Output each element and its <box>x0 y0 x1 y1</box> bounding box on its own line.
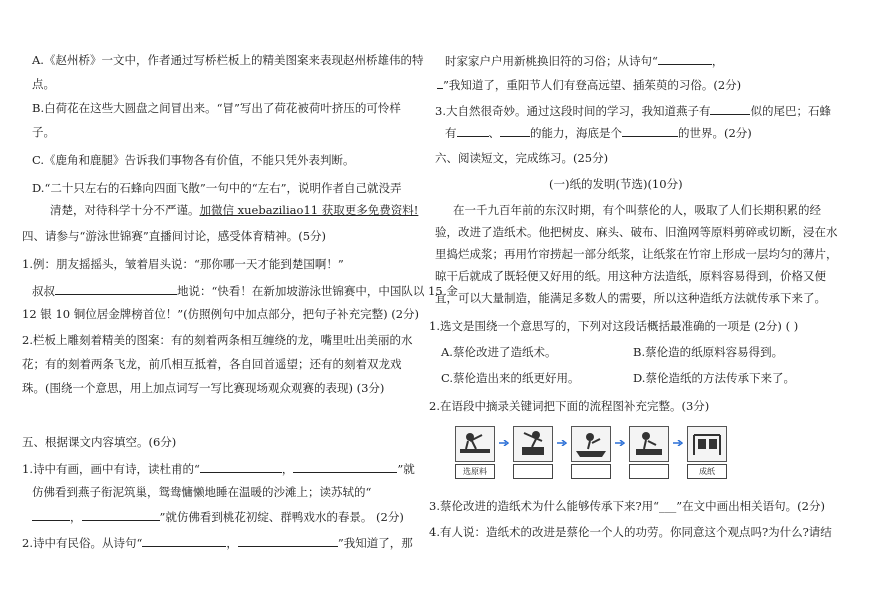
q5-1-line3-tail: ”就仿佛看到桃花初绽、群鸭戏水的春景。 (2分) <box>159 510 404 524</box>
q4: 4.有人说：造纸术的改进是蔡伦一个人的功劳。你同意这个观点吗?为什么?请结 <box>429 525 832 539</box>
option-d-line2 <box>50 202 418 218</box>
r-q3-blank-1[interactable] <box>710 102 750 115</box>
comma: ， <box>711 54 724 68</box>
wechat-promo: 加微信 xuebaziliao11 获取更多免费资料! <box>199 203 419 217</box>
q1-option-b[interactable]: B.蔡伦造的纸原料容易得到。 <box>633 345 784 359</box>
q5-2-tail: ”我知道了，那 <box>337 536 413 550</box>
option-a-line1: A.《赵州桥》一文中，作者通过写桥栏板上的精美图案来表现赵州桥雄伟的特 <box>32 53 424 67</box>
option-b-line2: 子。 <box>32 125 55 139</box>
comma: ， <box>281 462 294 476</box>
q1-option-c[interactable]: C.蔡伦造出来的纸更好用。 <box>441 371 580 385</box>
r-q3-blank-2[interactable] <box>457 124 489 137</box>
r-q3-blank-4[interactable] <box>622 124 678 137</box>
passage-title: (一)纸的发明(节选)(10分) <box>549 177 683 191</box>
flow-blank-1[interactable] <box>513 464 553 479</box>
q5-1-tail: ”就 <box>397 462 415 476</box>
comma: ， <box>70 510 82 524</box>
q4-1-lead: 叔叔 <box>32 284 55 298</box>
q1: 1.选文是围绕一个意思写的，下列对这段话概括最准确的一项是 (2分) ( ) <box>429 319 799 333</box>
r-q3-lead: 3.大自然很奇妙。通过这段时间的学习，我知道燕子有 <box>435 104 711 118</box>
q4-1-line2 <box>32 282 458 299</box>
section-6-title: 六、阅读短文，完成练习。(25分) <box>435 151 609 165</box>
q5-1-blank-2[interactable] <box>293 460 397 473</box>
r-q3-blank-3[interactable] <box>500 124 530 137</box>
r-q3-line1 <box>435 102 831 119</box>
r-q3-end: 的世界。(2分) <box>678 126 752 140</box>
passage-line2: 验，改进了造纸术。他把树皮、麻头、破布、旧渔网等原料剪碎或切断，浸在水 <box>435 225 838 239</box>
q1-option-d[interactable]: D.蔡伦造纸的方法传承下来了。 <box>633 371 795 385</box>
flow-label-last: 成纸 <box>687 464 727 479</box>
q5-2-lead: 2.诗中有民俗。从诗句“ <box>22 536 143 550</box>
r-q3-tail: 似的尾巴；石蜂 <box>750 104 831 118</box>
r-line2-text: ”我知道了，重阳节人们有登高远望、插茱萸的习俗。(2分) <box>443 78 742 92</box>
pounding-icon <box>513 426 553 462</box>
passage-line3: 里捣烂成浆；再用竹帘捞起一部分纸浆，让纸浆在竹帘上形成一层均匀的薄片， <box>435 247 838 261</box>
r-q3-line2 <box>445 124 752 141</box>
r-line1-text: 时家家户户用新桃换旧符的习俗；从诗句“ <box>445 54 658 68</box>
q4-1-line3: 12 银 10 铜位居金牌榜首位！”(仿照例句中加点部分，把句子补充完整) (2分) <box>22 307 420 321</box>
q5-1-blank-1[interactable] <box>200 460 282 473</box>
q5-1-blank-4[interactable] <box>82 508 160 521</box>
comma: ， <box>226 536 238 550</box>
scooping-icon <box>629 426 669 462</box>
option-a-line2: 点。 <box>32 77 55 91</box>
flow-blank-2[interactable] <box>571 464 611 479</box>
drying-icon <box>687 426 727 462</box>
flow-label-first: 选原料 <box>455 464 495 479</box>
arrow-icon <box>673 440 683 446</box>
r-q3-mid: 的能力，海底是个 <box>530 126 622 140</box>
q4-1-line1: 1.例：朋友摇摇头，皱着眉头说：“那你哪一天才能到楚国啊！” <box>22 257 344 271</box>
q2: 2.在语段中摘录关键词把下面的流程图补充完整。(3分) <box>429 399 710 413</box>
cutting-icon <box>455 426 495 462</box>
arrow-icon <box>557 440 567 446</box>
r-line1 <box>445 52 723 69</box>
section-4-title: 四、请参与“游泳世锦赛”直播间讨论，感受体育精神。(5分) <box>22 229 327 243</box>
q4-1-blank[interactable] <box>55 282 177 295</box>
passage-line5: 宜，可以大量制造，能满足多数人的需要，所以这种造纸方法就传承下来了。 <box>435 291 826 305</box>
q5-1-line2: 仿佛看到燕子衔泥筑巢，鸳鸯慵懒地睡在温暖的沙滩上；读苏轼的“ <box>32 485 372 499</box>
option-d-line1: D.“二十只左右的石蜂向四面飞散”一句中的“左右”，说明作者自己就没弄 <box>32 181 402 195</box>
r-q3-sep: 、 <box>488 126 500 140</box>
q5-2-blank-1[interactable] <box>142 534 226 547</box>
q3: 3.蔡伦改进的造纸术为什么能够传承下来?用“___”在文中画出相关语句。(2分) <box>429 499 825 513</box>
q5-1-line1 <box>22 460 415 477</box>
q4-2-line2: 花；有的刻着两条飞龙，前爪相互抵着，各自回首遥望；还有的刻着双龙戏 <box>22 357 402 371</box>
flow-blank-3[interactable] <box>629 464 669 479</box>
arrow-icon <box>499 440 509 446</box>
option-d-text: 清楚，对待科学十分不严谨。 <box>50 203 200 217</box>
r-line2 <box>437 76 741 93</box>
soaking-icon <box>571 426 611 462</box>
q4-2-line1: 2.栏板上雕刻着精美的图案：有的刻着两条相互缠绕的龙，嘴里吐出美丽的水 <box>22 333 413 347</box>
option-c: C.《鹿角和鹿腿》告诉我们事物各有价值，不能只凭外表判断。 <box>32 153 355 167</box>
q5-2-line1 <box>22 534 413 551</box>
q5-1-blank-3[interactable] <box>32 508 70 521</box>
arrow-icon <box>615 440 625 446</box>
r-q3-have: 有 <box>445 126 457 140</box>
papermaking-flowchart <box>455 426 715 484</box>
q5-2-blank-2[interactable] <box>238 534 338 547</box>
q5-1-lead: 1.诗中有画，画中有诗，读杜甫的“ <box>22 462 200 476</box>
q1-option-a[interactable]: A.蔡伦改进了造纸术。 <box>441 345 557 359</box>
r-blank-1[interactable] <box>658 52 712 65</box>
passage-line4: 晾干后就成了既轻便又好用的纸。用这种方法造纸，原料容易得到，价格又便 <box>435 269 826 283</box>
q4-1-rest: 地说：“快看！在新加坡游泳世锦赛中，中国队以 15 金 <box>177 284 458 298</box>
option-b-line1: B.白荷花在这些大圆盘之间冒出来。“冒”写出了荷花被荷叶挤压的可怜样 <box>32 101 401 115</box>
q4-2-line3: 珠。(围绕一个意思，用上加点词写一写比赛现场观众观赛的表现) (3分) <box>22 381 385 395</box>
q5-1-line3 <box>32 508 404 525</box>
passage-line1: 在一千九百年前的东汉时期，有个叫蔡伦的人，吸取了人们长期积累的经 <box>453 203 821 217</box>
section-5-title: 五、根据课文内容填空。(6分) <box>22 435 177 449</box>
